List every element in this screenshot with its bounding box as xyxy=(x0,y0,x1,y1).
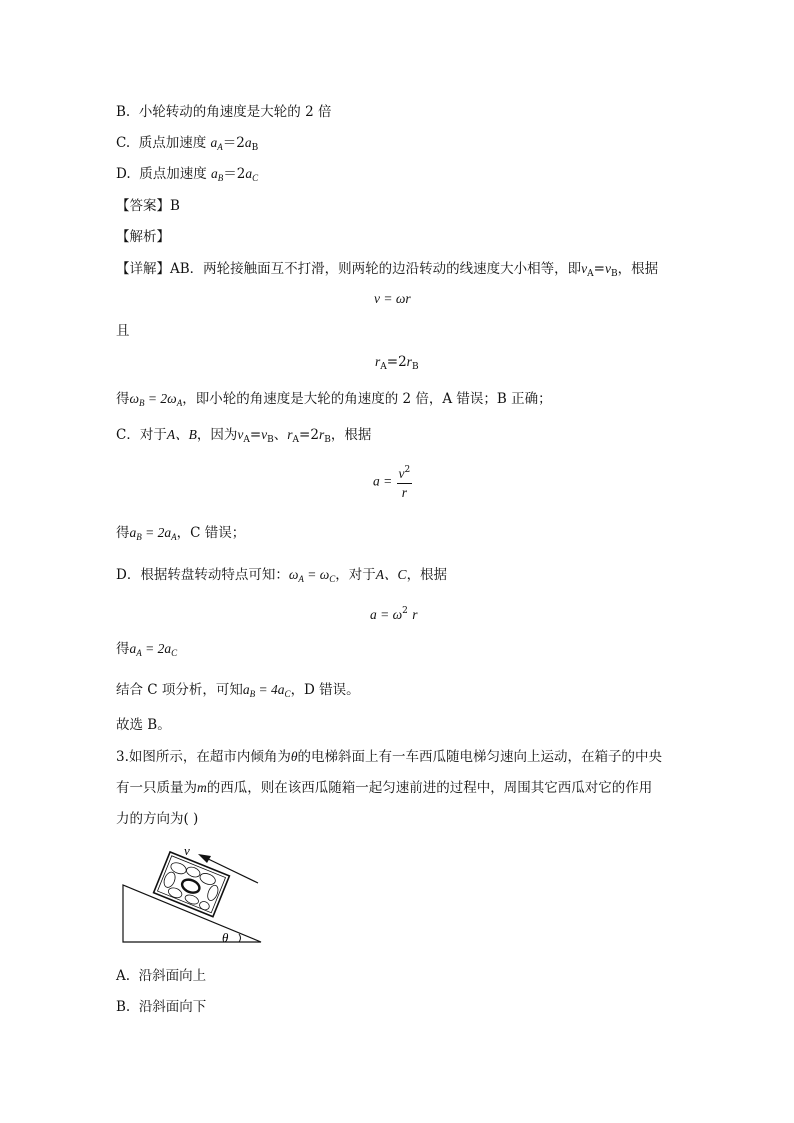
and-line: 且 xyxy=(116,323,130,339)
option-b: B. 小轮转动的角速度是大轮的 2 倍 xyxy=(116,104,332,120)
watermelon-box xyxy=(154,852,230,917)
theta-label: θ xyxy=(222,930,229,945)
formula-v-omega-r: v = ωr xyxy=(374,291,411,306)
incline-figure xyxy=(118,838,268,948)
q3-option-b: B. 沿斜面向下 xyxy=(116,999,207,1015)
option-d: D. 质点加速度 $a_B=2a_C$ xyxy=(116,166,259,183)
detail-line-3: 得$\omega_B = 2\omega_A$，即小轮的角速度是大轮的角速度的 2 倍，A 错误；B 正确； xyxy=(116,391,552,408)
analysis-tag: 【解析】 xyxy=(116,229,170,245)
q3-line-3: 力的方向为( ) xyxy=(116,811,199,827)
detail-line-9: 故选 B。 xyxy=(116,717,171,733)
angle-arc xyxy=(239,934,241,942)
q3-line-2: 有一只质量为m的西瓜，则在该西瓜随箱一起匀速前进的过程中，周围其它西瓜对它的作用 xyxy=(116,780,653,796)
formula-a-v2-over-r: a = $\frac{v^2}{r}$ xyxy=(373,461,412,502)
fraction: $\frac{v^2}{r}$ xyxy=(397,461,413,502)
detail-line-4: C．对于A、B，因为$v_A=v_B$、$r_A=2r_B$，根据 xyxy=(116,427,372,445)
formula-ra-2rb: $r_A=2r_B$ xyxy=(375,354,419,372)
detail-line-5: 得$a_B = 2a_A$，C 错误； xyxy=(116,525,246,542)
formula-a-omega2-r: $a = \omega^2$ r xyxy=(370,606,418,622)
answer-tag: 【答案】 xyxy=(116,198,170,214)
q3-line-1: 3.如图所示，在超市内倾角为θ的电梯斜面上有一车西瓜随电梯匀速向上运动，在箱子的中央 xyxy=(116,749,663,765)
answer-value: B xyxy=(170,198,180,214)
q3-option-a: A. 沿斜面向上 xyxy=(116,968,207,984)
answer-line xyxy=(116,197,180,215)
velocity-label: v xyxy=(184,843,190,858)
detail-line-6: D．根据转盘转动特点可知：$\omega_A = \omega_C$，对于A、C，根据 xyxy=(116,567,448,584)
option-c: C. 质点加速度 $a_A=2a_B$ xyxy=(116,135,259,153)
velocity-arrowhead xyxy=(198,854,211,863)
detail-line-7: 得$a_A = 2a_C$ xyxy=(116,641,178,658)
detail-line-8: 结合 C 项分析，可知$a_B = 4a_C$，D 错误。 xyxy=(116,682,360,699)
detail-line-1: 【详解】AB．两轮接触面互不打滑，则两轮的边沿转动的线速度大小相等，即$v_A=v_B$，根据 xyxy=(116,261,659,279)
